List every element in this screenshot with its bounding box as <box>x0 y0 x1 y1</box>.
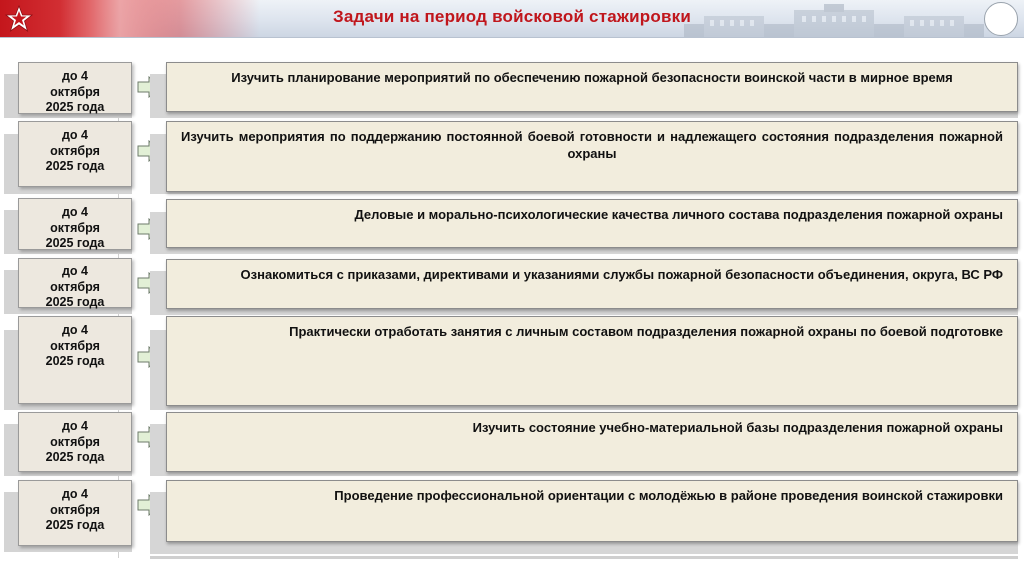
header-bar <box>0 0 1024 38</box>
date-box: до 4 октября 2025 года <box>18 62 132 114</box>
date-box: до 4 октября 2025 года <box>18 412 132 472</box>
date-box: до 4 октября 2025 года <box>18 121 132 187</box>
task-box: Ознакомиться с приказами, директивами и указаниями службы пожарной безопасности объединения, округа, ВС РФ <box>166 259 1018 309</box>
task-box: Изучить мероприятия по поддержанию постоянной боевой готовности и надлежащего состояния подразделения пожарной охраны <box>166 121 1018 192</box>
date-box: до 4 октября 2025 года <box>18 316 132 404</box>
corner-circle-button[interactable] <box>984 2 1018 36</box>
date-box: до 4 октября 2025 года <box>18 198 132 250</box>
task-box: Изучить планирование мероприятий по обеспечению пожарной безопасности воинской части в мирное время <box>166 62 1018 112</box>
date-box: до 4 октября 2025 года <box>18 258 132 308</box>
task-box: Проведение профессиональной ориентации с молодёжью в районе проведения воинской стажировки <box>166 480 1018 542</box>
task-box: Изучить состояние учебно-материальной базы подразделения пожарной охраны <box>166 412 1018 472</box>
bottom-divider <box>150 556 1018 559</box>
page-title: Задачи на период войсковой стажировки <box>333 7 691 26</box>
task-box: Деловые и морально-психологические качества личного состава подразделения пожарной охраны <box>166 199 1018 248</box>
date-box: до 4 октября 2025 года <box>18 480 132 546</box>
task-box: Практически отработать занятия с личным составом подразделения пожарной охраны по боевой подготовке <box>166 316 1018 406</box>
